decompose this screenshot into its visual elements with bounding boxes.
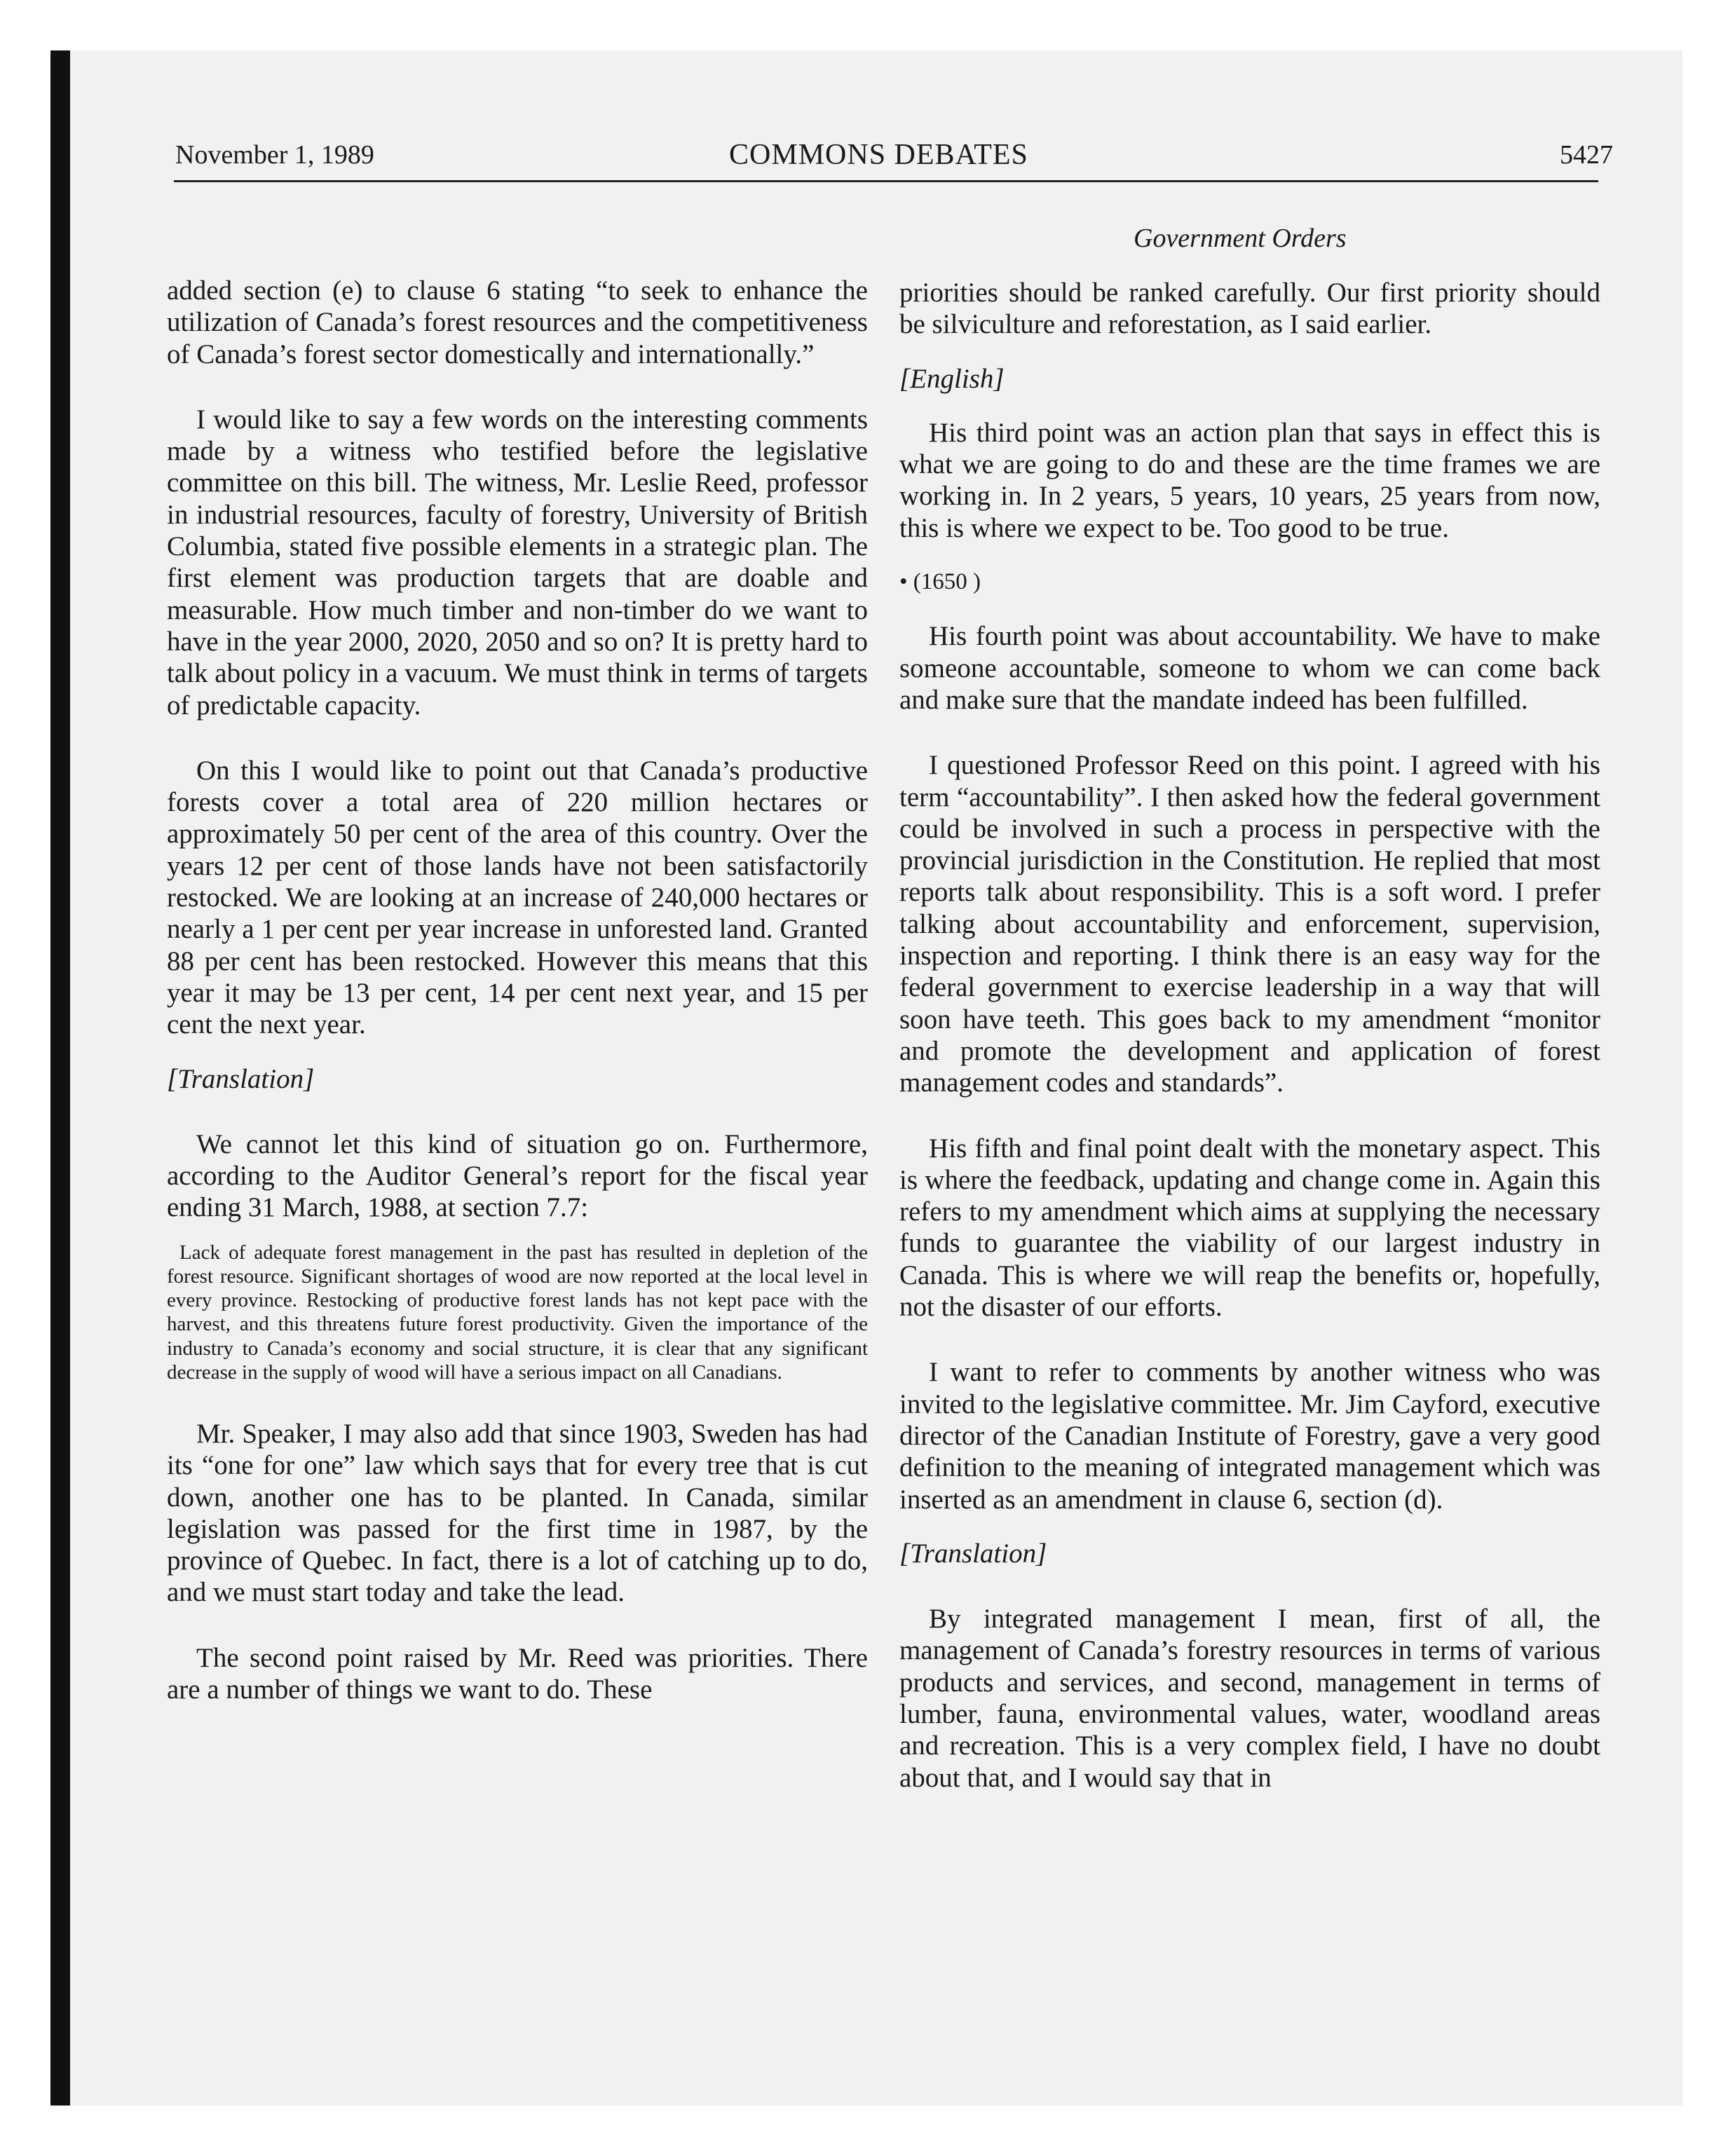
paragraph: added section (e) to clause 6 stating “to seek to enhance the utilization of Canada’s forest resources and the competitiveness of Canada’s forest sector domestically and internationally.”	[167, 275, 868, 369]
paragraph: His fifth and final point dealt with the monetary aspect. This is where the feedback, updating and change come in. Again this refers to my amendment which aims at supplying the necessary funds to guarantee the viability of our largest industry in Canada. This is where we will reap the benefits or, hopefully, not the disaster of our efforts.	[899, 1133, 1600, 1323]
header-date: November 1, 1989	[175, 140, 374, 170]
language-tag: [Translation]	[899, 1538, 1047, 1569]
paragraph: priorities should be ranked carefully. Our first priority should be silviculture and reforestation, as I said earlier.	[899, 278, 1600, 340]
header-rule	[174, 180, 1598, 182]
time-marker: • (1650 )	[899, 569, 981, 595]
left-column	[167, 275, 868, 1705]
paragraph: By integrated management I mean, first of all, the management of Canada’s forestry resources in terms of various products and services, and second, management in terms of lumber, fauna, environmental values, water, woodland areas and recreation. This is a very complex field, I have no doubt about that, and I would say that in	[899, 1604, 1600, 1793]
language-tag: [Translation]	[167, 1063, 315, 1094]
language-tag: [English]	[899, 363, 1005, 394]
paragraph: His fourth point was about accountability. We have to make someone accountable, someone to whom we can come back and make sure that the mandate indeed has been fulfilled.	[899, 621, 1600, 715]
section-label: Government Orders	[1134, 224, 1347, 253]
paragraph: I would like to say a few words on the interesting comments made by a witness who testified before the legislative committee on this bill. The witness, Mr. Leslie Reed, professor in industrial resources, faculty of forestry, University of British Columbia, stated five possible elements in a strategic plan. The first element was production targets that are doable and measurable. How much timber and non-timber do we want to have in the year 2000, 2020, 2050 and so on? It is pretty hard to talk about policy in a vacuum. We must think in terms of targets of predictable capacity.	[167, 404, 868, 721]
page-number: 5427	[1560, 140, 1613, 170]
paragraph: His third point was an action plan that says in effect this is what we are going to do and these are the time frames we are working in. In 2 years, 5 years, 10 years, 25 years from now, this is where we expect to be. Too good to be true.	[899, 417, 1600, 543]
paragraph: We cannot let this kind of situation go on. Furthermore, according to the Auditor General’s report for the fiscal year ending 31 March, 1988, at section 7.7:	[167, 1128, 868, 1223]
paragraph: Mr. Speaker, I may also add that since 1903, Sweden has had its “one for one” law which says that for every tree that is cut down, another one has to be planted. In Canada, similar legislation was passed for the first time in 1987, by the province of Quebec. In fact, there is a lot of catching up to do, and we must start today and take the lead.	[167, 1418, 868, 1608]
paragraph: I want to refer to comments by another witness who was invited to the legislative committee. Mr. Jim Cayford, executive director of the Canadian Institute of Forestry, gave a very good definition to the meaning of integrated management which was inserted as an amendment in clause 6, section (d).	[899, 1357, 1600, 1515]
paragraph: On this I would like to point out that Canada’s productive forests cover a total area of 220 million hectares or approximately 50 per cent of the area of this country. Over the years 12 per cent of those lands have not been satisfactorily restocked. We are looking at an increase of 240,000 hectares or nearly a 1 per cent per year increase in unforested land. Granted 88 per cent has been restocked. However this means that this year it may be 13 per cent, 14 per cent next year, and 15 per cent the next year.	[167, 755, 868, 1040]
paragraph: The second point raised by Mr. Reed was priorities. There are a number of things we want to do. These	[167, 1642, 868, 1705]
scan-binding-edge	[50, 50, 70, 2106]
right-column	[899, 277, 1600, 1794]
header-title: COMMONS DEBATES	[729, 139, 1028, 171]
paragraph: I questioned Professor Reed on this point. I agreed with his term “accountability”. I then asked how the federal government could be involved in such a process in perspective with the provincial jurisdiction in the Constitution. He replied that most reports talk about responsibility. This is a soft word. I prefer talking about accountability and enforcement, supervision, inspection and reporting. I think there is an easy way for the federal government to exercise leadership in a way that will soon have teeth. This goes back to my amendment “monitor and promote the development and application of forest management codes and standards”.	[899, 750, 1600, 1098]
block-quote: Lack of adequate forest management in the past has resulted in depletion of the forest resource. Significant shortages of wood are now reported at the local level in every province. Restocking of productive forest lands has not kept pace with the harvest, and this threatens future forest productivity. Given the importance of the industry to Canada’s economy and social structure, it is clear that any significant decrease in the supply of wood will have a serious impact on all Canadians.	[167, 1241, 868, 1384]
